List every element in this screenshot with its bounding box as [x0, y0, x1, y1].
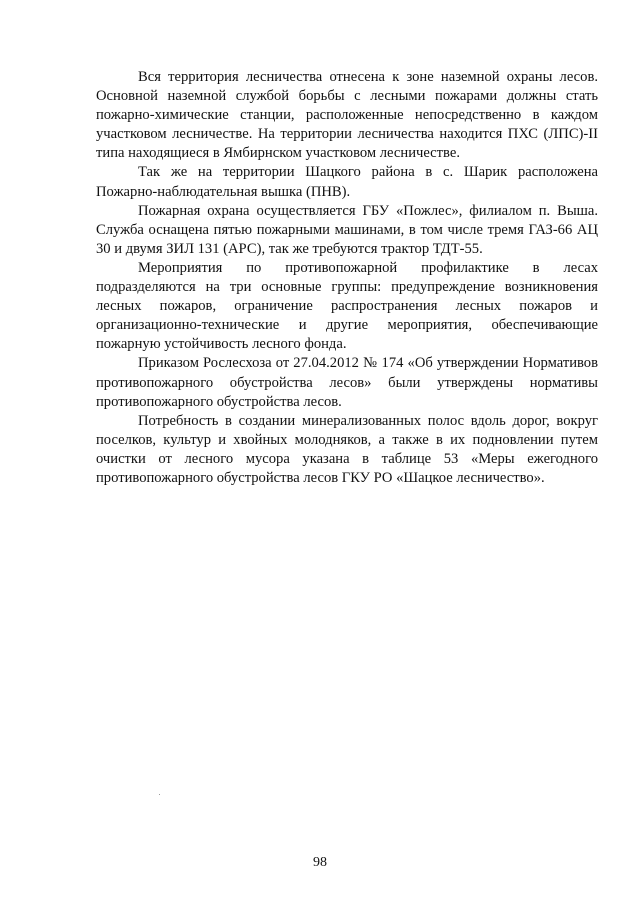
paragraph-order: Приказом Рослесхоза от 27.04.2012 № 174 «Об утверждении Нормативов противопожарного обустройства лесов» были утверждены нормативы противопожарного обустройства лесов.	[96, 355, 598, 410]
paragraph-fire-protection-zone: Вся территория лесничества отнесена к зоне наземной охраны лесов. Основной наземной службой борьбы с лесными пожарами должны стать пожарно-химические станции, расположенные непосредственно в каждом участковом лесничестве. На территории лесничества находится ПХС (ЛПС)-II типа находящиеся в Ямбирнском участковом лесничестве.	[96, 69, 598, 162]
paragraph-watchtower: Так же на территории Шацкого района в с. Шарик расположена Пожарно-наблюдательная вышка (ПНВ).	[96, 164, 598, 200]
page-number: 98	[313, 855, 327, 870]
scan-speck	[159, 794, 160, 795]
body-text	[96, 68, 598, 488]
paragraph-mineralized-strips: Потребность в создании минерализованных полос вдоль дорог, вокруг поселков, культур и хвойных молодняков, а также в их подновлении путем очистки от лесного мусора указана в таблице 53 «Меры ежегодного противопожарного обустройства лесов ГКУ РО «Шацкое лесничество».	[96, 412, 598, 486]
paragraph-fire-service: Пожарная охрана осуществляется ГБУ «Пожлес», филиалом п. Выша. Служба оснащена пятью пожарными машинами, в том числе тремя ГАЗ-66 АЦ 30 и двумя ЗИЛ 131 (АРС), так же требуются трактор ТДТ-55.	[96, 202, 598, 257]
paragraph-prevention-groups: Мероприятия по противопожарной профилактике в лесах подразделяются на три основные группы: предупреждение возникновения лесных пожаров, ограничение распространения лесных пожаров и организационно-технические и другие мероприятия, обеспечивающие пожарную устойчивость лесного фонда.	[96, 259, 598, 353]
